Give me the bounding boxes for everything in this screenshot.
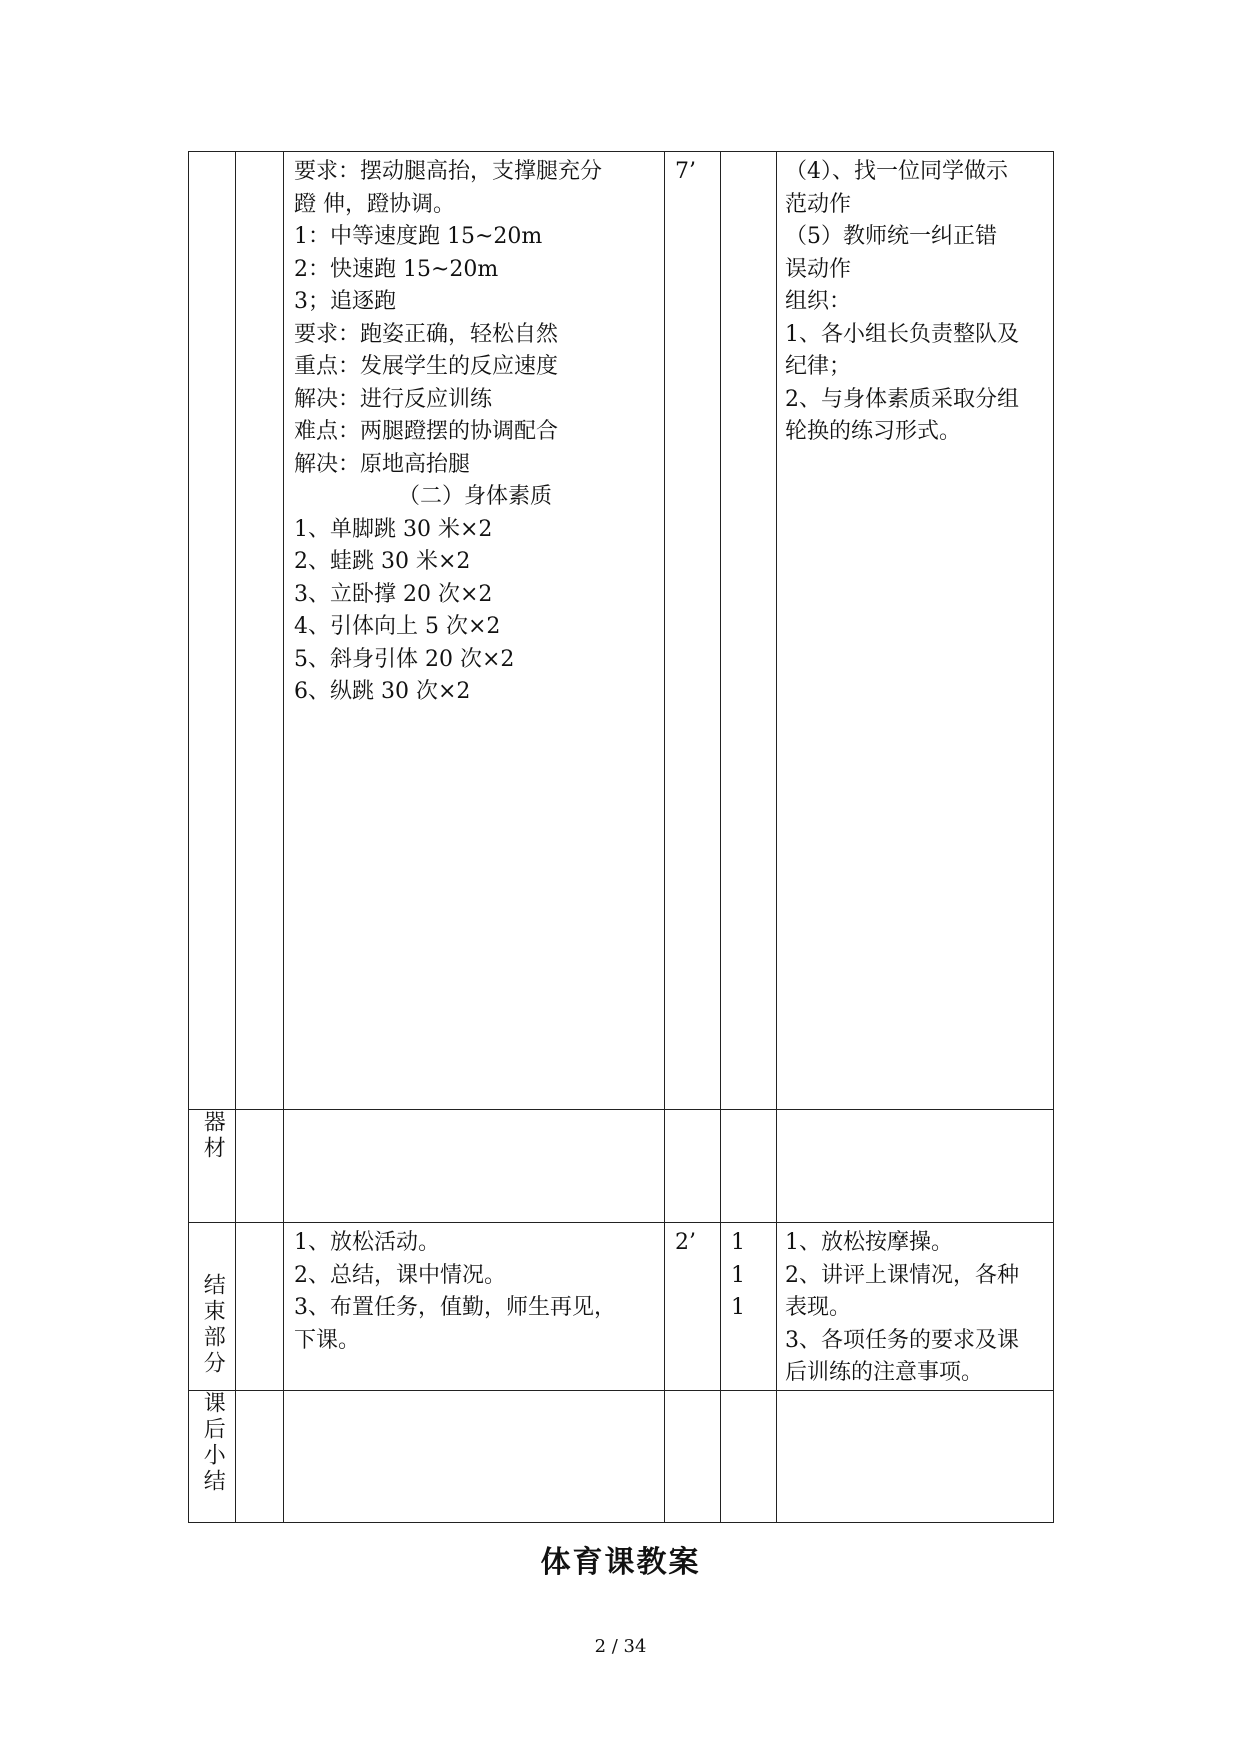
time-cell: 7’ bbox=[665, 152, 721, 1110]
content-line: 6、纵跳 30 次×2 bbox=[294, 679, 471, 704]
summary-label: 课后小结 bbox=[200, 1390, 226, 1495]
ending-count: 1 bbox=[731, 1262, 745, 1288]
content-line: 3、立卧撑 20 次×2 bbox=[294, 581, 493, 607]
equipment-row bbox=[189, 1110, 1054, 1223]
ending-content-line: 2、总结，课中情况。 bbox=[294, 1262, 506, 1288]
method-cell bbox=[777, 152, 1054, 1110]
method-line: 纪律； bbox=[785, 354, 852, 379]
ending-content-line: 下课。 bbox=[294, 1327, 361, 1353]
method-line: （4）、找一位同学做示 bbox=[785, 159, 1008, 184]
content-subheading: （二）身体素质 bbox=[397, 484, 552, 509]
ending-method-line: 表现。 bbox=[785, 1295, 852, 1320]
ending-method-cell bbox=[777, 1223, 1054, 1391]
method-line: 2、与身体素质采取分组 bbox=[785, 386, 1019, 412]
content-line: 1：中等速度跑 15~20m bbox=[294, 224, 543, 249]
ending-label-cell bbox=[189, 1223, 236, 1391]
ending-count: 1 bbox=[731, 1295, 745, 1320]
content-line: 3；追逐跑 bbox=[294, 289, 396, 314]
summary-row bbox=[189, 1390, 1054, 1522]
content-line: 要求：摆动腿高抬，支撑腿充分 bbox=[294, 159, 603, 184]
sub-label-cell bbox=[236, 152, 284, 1110]
main-activity-row bbox=[189, 152, 1054, 1110]
method-line: 1、各小组长负责整队及 bbox=[785, 321, 1019, 347]
ending-method-line: 3、各项任务的要求及课 bbox=[785, 1327, 1019, 1353]
ending-method-line: 1、放松按摩操。 bbox=[785, 1230, 953, 1255]
document-title: 体育课教案 bbox=[540, 1545, 701, 1580]
content-line: 解决：进行反应训练 bbox=[294, 386, 493, 412]
content-line: 1、单脚跳 30 米×2 bbox=[294, 516, 493, 542]
content-line: 解决：原地高抬腿 bbox=[294, 451, 471, 477]
ending-content-line: 3、布置任务，值勤，师生再见， bbox=[294, 1295, 616, 1320]
equipment-label: 器材 bbox=[200, 1110, 226, 1162]
content-line: 要求：跑姿正确，轻松自然 bbox=[294, 321, 559, 347]
method-line: 轮换的练习形式。 bbox=[785, 419, 962, 444]
content-line: 难点：两腿蹬摆的协调配合 bbox=[294, 419, 559, 444]
section-label-cell bbox=[189, 152, 236, 1110]
lesson-plan-table bbox=[188, 151, 1054, 1523]
ending-time-cell: 2’ bbox=[665, 1223, 721, 1391]
page-number: 2 / 34 bbox=[594, 1636, 647, 1657]
method-line: 误动作 bbox=[785, 256, 852, 282]
content-line: 2、蛙跳 30 米×2 bbox=[294, 549, 471, 574]
content-line: 蹬 伸，蹬协调。 bbox=[294, 191, 455, 217]
content-line: 5、斜身引体 20 次×2 bbox=[294, 646, 515, 672]
ending-content-line: 1、放松活动。 bbox=[294, 1230, 440, 1255]
count-cell bbox=[721, 152, 777, 1110]
ending-method-line: 后训练的注意事项。 bbox=[785, 1360, 984, 1385]
content-line: 4、引体向上 5 次×2 bbox=[294, 614, 501, 639]
content-line: 重点：发展学生的反应速度 bbox=[294, 354, 559, 379]
method-line: 组织： bbox=[785, 289, 852, 314]
ending-label: 结束部分 bbox=[200, 1273, 226, 1377]
method-line: （5）教师统一纠正错 bbox=[785, 224, 997, 249]
content-line: 2：快速跑 15~20m bbox=[294, 256, 499, 282]
ending-count-cell bbox=[721, 1223, 777, 1391]
ending-row bbox=[189, 1223, 1054, 1391]
ending-method-line: 2、讲评上课情况，各种 bbox=[785, 1262, 1019, 1288]
ending-count: 1 bbox=[731, 1230, 745, 1255]
summary-label-cell bbox=[189, 1390, 236, 1522]
method-line: 范动作 bbox=[785, 191, 852, 217]
equipment-label-cell bbox=[189, 1110, 236, 1223]
ending-content-cell bbox=[284, 1223, 665, 1391]
content-cell bbox=[284, 152, 665, 1110]
